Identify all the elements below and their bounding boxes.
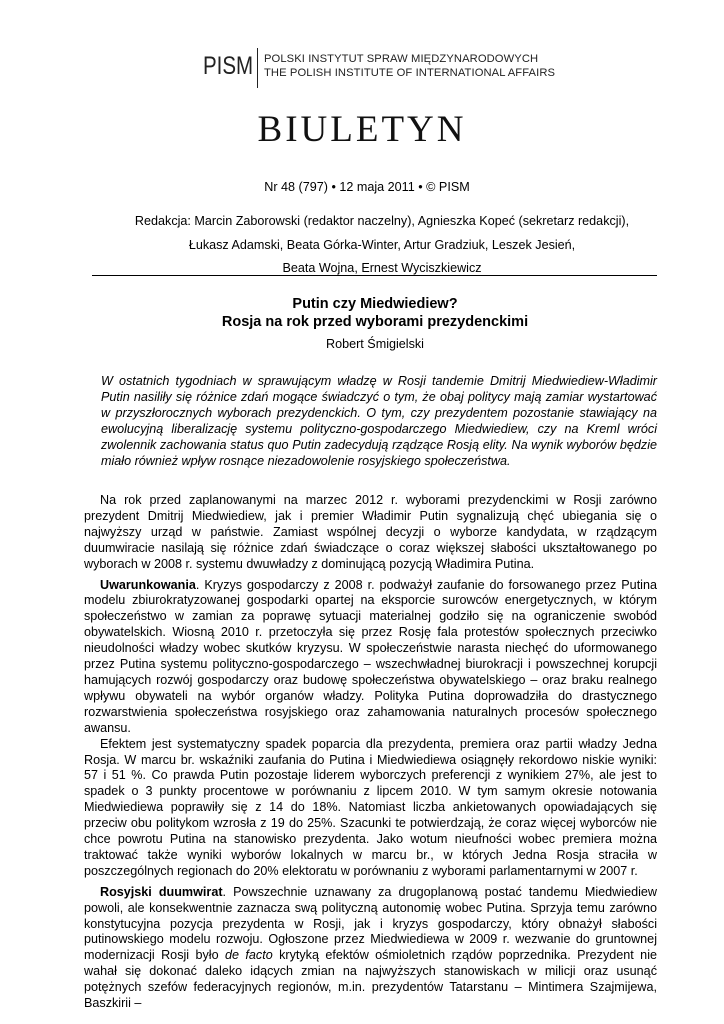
- logo-line-english: THE POLISH INSTITUTE OF INTERNATIONAL AFFAIRS: [264, 67, 556, 79]
- header-divider: [92, 275, 657, 276]
- body-paragraph: Na rok przed zaplanowanymi na marzec 2012 r. wyborami prezydenckimi w Rosji zarówno prezydent Dmitrij Miedwiediew, jak i premier Władimir Putin sygnalizują chęć ubiegania się o najwyższy urząd w państwie. Zamiast wspólnej decyzji o wyborze kandydata, w rządzącym duumwiracie nasilają się różnice zdań świadczące o coraz większej słabości ukształtowanego po wyborach w 2008 r. systemu dwuwładzy z dominującą pozycją Władimira Putina.: [84, 493, 657, 571]
- body-paragraph: [84, 885, 657, 1012]
- paragraph-text: . Powszechnie uznawany za drugoplanową postać tandemu Miedwiediew powoli, ale konsekwentnie zaznacza swą polityczną autonomię wobec Putina. Sprzyja temu zarówno konstytucyjna pozycja prezydenta w Rosji, jak i kryzys gospodarczy, który obnażył słabości putinowskiego modelu rozwoju. Ogłoszone przez Miedwiediewa w 2009 r. wezwanie do gruntownej modernizacji Rosji było: [84, 884, 657, 963]
- logo-text: [264, 52, 555, 80]
- article-body: [84, 493, 657, 1012]
- issue-line: Nr 48 (797) • 12 maja 2011 • © PISM: [264, 180, 470, 194]
- article-author: Robert Śmigielski: [326, 337, 424, 351]
- logo-line-polish: POLSKI INSTYTUT SPRAW MIĘDZYNARODOWYCH: [264, 53, 539, 65]
- section-lead: Uwarunkowania: [100, 577, 196, 592]
- paragraph-text: krytyką efektów ośmioletnich rządów poprzednika. Prezydent nie wahał się dokonać daleko idących zmian na najwyższych stanowiskach w milicji oraz usunąć potężnych szefów federacyjnych regionów, m.in. prezydentów Tatarstanu – Mintimera Szajmijewa, Baszkirii –: [84, 948, 657, 1011]
- article-title: [0, 295, 724, 331]
- logo-mark: PISM: [203, 52, 254, 80]
- body-paragraph: [84, 578, 657, 737]
- bulletin-title: BIULETYN: [257, 109, 467, 150]
- logo-divider: [257, 48, 258, 88]
- paragraph-text: . Kryzys gospodarczy z 2008 r. podważył zaufanie do forsowanego przez Putina modelu zbiurokratyzowanej gospodarki opartej na eksporcie surowców energetycznych, w którym społeczeństwo w zamian za poprawę sytuacji materialnej godziło się na ograniczenie swobód obywatelskich. Wiosną 2010 r. przetoczyła się przez Rosję fala protestów społecznych przeciwko nieudolności władzy wobec skutków kryzysu. W społeczeństwie narasta niechęć do uformowanego przez Putina systemu polityczno-gospodarczego – wszechwładnej biurokracji i powszechnej korupcji hamujących rozwój gospodarczy oraz budowę społeczeństwa obywatelskiego – oraz braku realnego wpływu obywateli na wybór organów władzy. Polityka Putina doprowadziła do drastycznego rozwarstwienia społeczeństwa rosyjskiego oraz zahamowania naturalnych procesów społecznego awansu.: [84, 577, 657, 735]
- editors-line: Redakcja: Marcin Zaborowski (redaktor naczelny), Agnieszka Kopeć (sekretarz redakcji),: [134, 214, 630, 228]
- body-paragraph: Efektem jest systematyczny spadek poparcia dla prezydenta, premiera oraz partii władzy Jedna Rosja. W marcu br. wskaźniki zaufania do Putina i Miedwiediewa osiągnęły rekordowo niskie wyniki: 57 i 51 %. Co prawda Putin pozostaje liderem wyborczych preferencji z wynikiem 27%, ale jest to spadek o 3 punkty procentowe w porównaniu z lipcem 2010. W tym samym okresie notowania Miedwiediewa poprawiły się z 14 do 18%. Natomiast liczba ankietowanych opowiadających się przeciw obu politykom wzrosła z 19 do 25%. Szacunki te potwierdzają, że coraz więcej wyborców nie chce powrotu Putina na stanowisko prezydenta. Jako wotum nieufności wobec premiera można traktować także wyniki wyborów lokalnych w marcu br., w których Jedna Rosja straciła w poszczególnych regionach do 20% elektoratu w porównaniu z wyborami parlamentarnymi w 2007 r.: [84, 736, 657, 878]
- editors-line: Beata Wojna, Ernest Wyciszkiewicz: [282, 261, 482, 275]
- section-lead: Rosyjski duumwirat: [100, 884, 223, 899]
- editorial-board: [0, 210, 724, 281]
- article-abstract: W ostatnich tygodniach w sprawującym władzę w Rosji tandemie Dmitrij Miedwiediew-Władimir Putin nasiliły się różnice zdań mogące świadczyć o tym, że obaj politycy mają zamiar wystartować w przyszłorocznych wyborach prezydenckich. O tym, czy prezydentem pozostanie stawiający na ewolucyjną liberalizację systemu polityczno-gospodarczego Miedwiediew, czy na Kreml wróci zwolennik zachowania status quo Putin zadecydują rządzące Rosją elity. Na wynik wyborów będzie miało również wpływ rosnące niezadowolenie rosyjskiego społeczeństwa.: [101, 374, 657, 468]
- editors-line: Łukasz Adamski, Beata Górka-Winter, Artur Gradziuk, Leszek Jesień,: [188, 237, 576, 252]
- article-subtitle-line: Rosja na rok przed wyborami prezydenckimi: [221, 314, 529, 330]
- emphasis-text: de facto: [224, 948, 273, 963]
- article-title-line: Putin czy Miedwiediew?: [292, 296, 458, 312]
